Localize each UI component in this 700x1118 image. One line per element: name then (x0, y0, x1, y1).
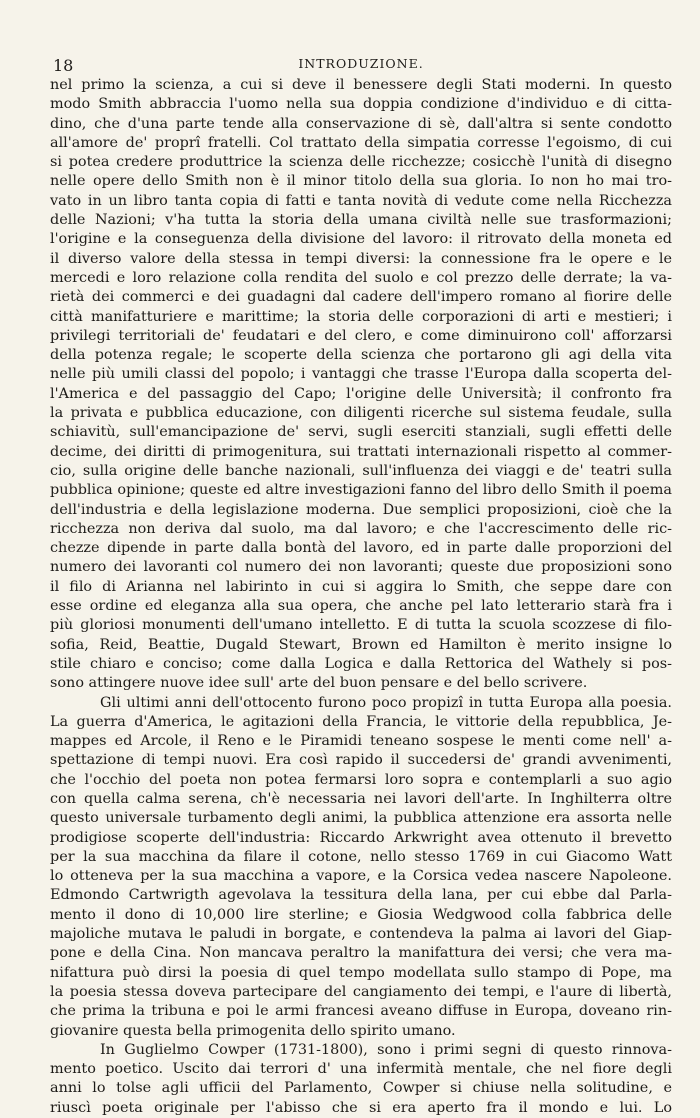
text-line: pone e della Cina. Non mancava peraltro la manifattura dei versi; che vera ma- (50, 945, 672, 962)
text-line: rietà dei commerci e dei guadagni dal cadere dell'impero romano al fiorire delle (50, 289, 672, 306)
text-line: dino, che d'una parte tende alla conservazione di sè, dall'altra si sente condotto (50, 115, 672, 132)
text-line: riuscì poeta originale per l'abisso che si era aperto fra il mondo e lui. Lo (50, 1099, 672, 1116)
text-line: nelle più umili classi del popolo; i vantaggi che trasse l'Europa dalla scoperta del- (50, 366, 672, 383)
text-line: privilegi territoriali de' feudatari e del clero, e come diminuirono coll' afforzarsi (50, 327, 672, 344)
text-line: vato in un libro tanta copia di fatti e tanta novità di vedute come nella Ricchezza (50, 192, 672, 209)
page-number: 18 (53, 56, 74, 75)
text-line: questo universale turbamento degli animi, la pubblica attenzione era assorta nelle (50, 810, 672, 827)
text-line: per la sua macchina da filare il cotone, nello stesso 1769 in cui Giacomo Watt (50, 848, 672, 865)
text-line: la poesia stessa doveva partecipare del cangiamento dei tempi, e l'aure di libertà, (50, 983, 672, 1000)
text-line: pubblica opinione; queste ed altre investigazioni fanno del libro dello Smith il poema (50, 482, 672, 499)
text-line: modo Smith abbraccia l'uomo nella sua doppia condizione d'individuo e di citta- (50, 96, 672, 113)
text-line: il diverso valore della stessa in tempi diversi: la connessione fra le opere e le (50, 250, 672, 267)
paragraph-start-line: Gli ultimi anni dell'ottocento furono poco propizî in tutta Europa alla poesia. (100, 694, 672, 711)
paragraph-end-line: sono attingere nuove idee sull' arte del buon pensare e del bello scrivere. (50, 675, 588, 692)
text-line: lo otteneva per la sua macchina a vapore, e la Corsica vedea nascere Napoleone. (50, 868, 672, 885)
text-line: esse ordine ed eleganza alla sua opera, che anche pel lato letterario starà fra i (50, 598, 672, 615)
page-header (50, 50, 672, 76)
running-title: INTRODUZIONE. (298, 56, 424, 71)
text-line: nelle opere dello Smith non è il minor titolo della sua gloria. Io non ho mai tro- (50, 173, 672, 190)
text-line: all'amore de' proprî fratelli. Col trattato della simpatia corresse l'egoismo, di cui (50, 134, 672, 151)
text-line: Edmondo Cartwrigth agevolava la tessitura della lana, per cui ebbe dal Parla- (50, 887, 672, 904)
text-line: prodigiose scoperte dell'industria: Riccardo Arkwright avea ottenuto il brevetto (50, 829, 672, 846)
text-line: stile chiaro e conciso; come dalla Logica e dalla Rettorica del Wathely si pos- (50, 655, 672, 672)
body-text (50, 76, 672, 1118)
text-line: decime, dei diritti di primogenitura, sui trattati internazionali rispetto al commer- (50, 443, 672, 460)
text-line: si potea credere produttrice la scienza delle ricchezze; cosicchè l'unità di disegno (50, 154, 672, 171)
text-line: anni lo tolse agli ufficii del Parlamento, Cowper si chiuse nella solitudine, e (50, 1080, 672, 1097)
text-line: nifattura può dirsi la poesia di quel tempo modellata sullo stampo di Pope, ma (50, 964, 672, 981)
text-line: il filo di Arianna nel labirinto in cui si aggira lo Smith, che seppe dare con (50, 578, 672, 595)
text-line: mappes ed Arcole, il Reno e le Piramidi teneano sospese le menti come nell' a- (50, 733, 672, 750)
text-line: più gloriosi monumenti dell'umano intelletto. E di tutta la scuola scozzese di filo- (50, 617, 672, 634)
text-line: città manifatturiere e marittime; la storia delle corporazioni di arti e mestieri; i (50, 308, 672, 325)
text-line: spettazione di tempi nuovi. Era così rapido il succedersi de' grandi avvenimenti, (50, 752, 672, 769)
paragraph-start-line: In Guglielmo Cowper (1731-1800), sono i primi segni di questo rinnova- (100, 1041, 672, 1058)
text-line: schiavitù, sull'emancipazione de' servi, sugli eserciti stanziali, sugli effetti delle (50, 424, 672, 441)
text-line: l'America e del passaggio del Capo; l'origine delle Università; il confronto fra (50, 385, 672, 402)
text-line: sofia, Reid, Beattie, Dugald Stewart, Brown ed Hamilton è merito insigne lo (50, 636, 672, 653)
text-line: dell'industria e della legislazione moderna. Due semplici proposizioni, cioè che la (50, 501, 672, 518)
text-line: la privata e pubblica educazione, con diligenti ricerche sul sistema feudale, sulla (50, 405, 672, 422)
text-line: delle Nazioni; v'ha tutta la storia della umana civiltà nelle sue trasformazioni; (50, 212, 672, 229)
text-line: che prima la tribuna e poi le armi francesi aveano diffuse in Europa, doveano rin- (50, 1003, 672, 1020)
text-line: majoliche mutava le paludi in borgate, e contendeva la palma ai lavori del Giap- (50, 926, 672, 943)
text-line: ricchezza non deriva dal suolo, ma dal lavoro; e che l'accrescimento delle ric- (50, 520, 672, 537)
text-line: mento poetico. Uscito dai terrori d' una infermità mentale, che nel fiore degli (50, 1061, 672, 1078)
text-line: numero dei lavoranti col numero dei non lavoranti; queste due proposizioni sono (50, 559, 672, 576)
text-line: mento il dono di 10,000 lire sterline; e Giosia Wedgwood colla fabbrica delle (50, 906, 672, 923)
text-line: della potenza regale; le scoperte della scienza che portarono gli agi della vita (50, 347, 672, 364)
text-line: cio, sulla origine delle banche nazionali, sull'influenza dei viaggi e de' teatri sulla (50, 462, 672, 479)
paragraph-end-line: giovanire questa bella primogenita dello spirito umano. (50, 1022, 456, 1039)
text-line: La guerra d'America, le agitazioni della Francia, le vittorie della repubblica, Je- (50, 713, 672, 730)
text-line: con quella calma serena, ch'è necessaria nei lavori dell'arte. In Inghilterra oltre (50, 790, 672, 807)
text-line: mercedi e loro relazione colla rendita del suolo e col prezzo delle derrate; la va- (50, 269, 672, 286)
text-line: l'origine e la conseguenza della divisione del lavoro: il ritrovato della moneta ed (50, 231, 672, 248)
text-line: chezze dipende in parte dalla bontà del lavoro, ed in parte dalle proporzioni del (50, 540, 672, 557)
text-line: nel primo la scienza, a cui si deve il benessere degli Stati moderni. In questo (50, 77, 672, 93)
text-line: che l'occhio del poeta non potea fermarsi loro sopra e contemplarli a suo agio (50, 771, 672, 788)
